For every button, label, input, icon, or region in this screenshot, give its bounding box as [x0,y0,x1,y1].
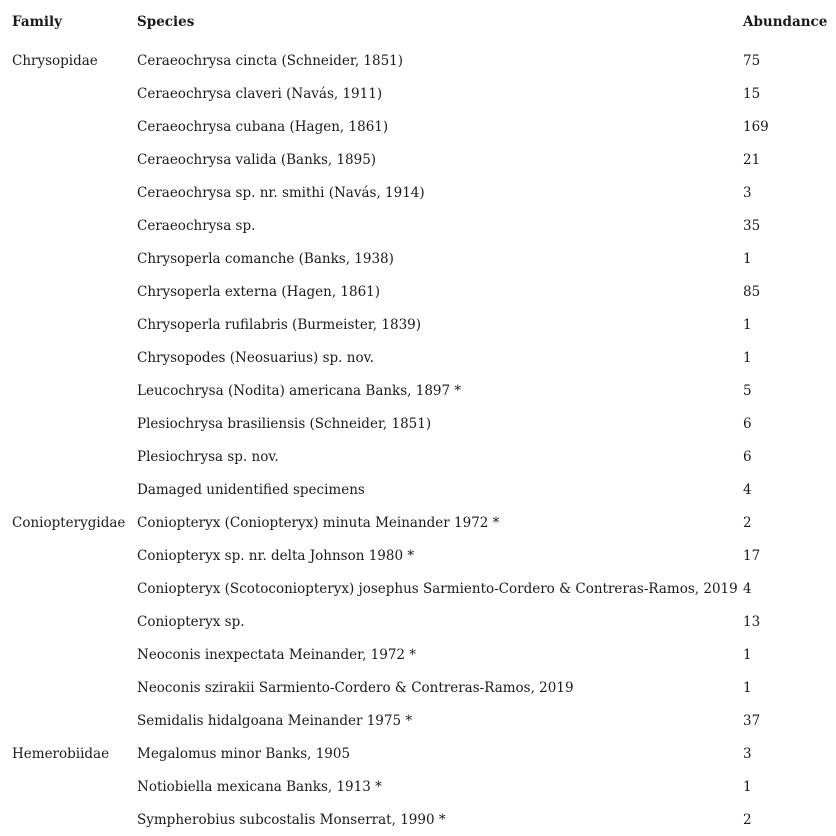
family-cell [0,572,137,605]
abundance-cell: 1 [743,250,752,267]
abundance-cell: 85 [743,283,761,300]
species-cell: Neoconis inexpectata Meinander, 1972 * [137,646,417,663]
table-row [0,77,836,110]
table-row [0,770,836,803]
abundance-cell: 3 [743,184,752,201]
table-row [0,110,836,143]
family-cell [0,638,137,671]
family-cell [0,770,137,803]
family-cell [0,176,137,209]
header-species: Species [137,14,195,30]
species-cell: Plesiochrysa sp. nov. [137,448,279,465]
species-cell: Ceraeochrysa claveri (Navás, 1911) [137,85,383,102]
species-cell: Chrysoperla rufilabris (Burmeister, 1839) [137,316,422,333]
family-cell [0,110,137,143]
abundance-cell: 2 [743,514,752,531]
family-cell [0,704,137,737]
family-cell [0,473,137,506]
abundance-cell: 4 [743,481,752,498]
species-cell: Ceraeochrysa sp. nr. smithi (Navás, 1914) [137,184,425,201]
family-cell [0,539,137,572]
species-cell: Sympherobius subcostalis Monserrat, 1990 * [137,811,446,828]
species-cell: Notiobiella mexicana Banks, 1913 * [137,778,382,795]
family-cell [0,671,137,704]
species-cell: Chrysoperla comanche (Banks, 1938) [137,250,394,267]
family-cell [0,77,137,110]
abundance-cell: 6 [743,415,752,432]
table-row [0,440,836,473]
abundance-cell: 3 [743,745,752,762]
family-cell [0,242,137,275]
header-abundance: Abundance [743,14,828,30]
header-family: Family [12,14,62,30]
abundance-cell: 5 [743,382,752,399]
family-cell: Chrysopidae [12,52,98,69]
family-cell [0,407,137,440]
table-row [0,44,836,77]
table-row [0,143,836,176]
species-cell: Neoconis szirakii Sarmiento-Cordero & Contreras-Ramos, 2019 [137,679,574,696]
table-row [0,572,836,605]
table-row [0,275,836,308]
abundance-cell: 17 [743,547,761,564]
abundance-cell: 37 [743,712,761,729]
family-cell [0,143,137,176]
abundance-cell: 169 [743,118,769,135]
family-cell [0,374,137,407]
species-cell: Ceraeochrysa valida (Banks, 1895) [137,151,377,168]
species-cell: Ceraeochrysa cincta (Schneider, 1851) [137,52,404,69]
species-cell: Leucochrysa (Nodita) americana Banks, 1897 * [137,382,462,399]
species-cell: Megalomus minor Banks, 1905 [137,745,351,762]
species-cell: Coniopteryx sp. nr. delta Johnson 1980 * [137,547,415,564]
table-row [0,407,836,440]
abundance-cell: 4 [743,580,752,597]
abundance-cell: 1 [743,778,752,795]
species-cell: Coniopteryx sp. [137,613,245,630]
species-cell: Ceraeochrysa cubana (Hagen, 1861) [137,118,389,135]
table-row [0,242,836,275]
abundance-cell: 35 [743,217,761,234]
abundance-cell: 21 [743,151,761,168]
species-cell: Chrysopodes (Neosuarius) sp. nov. [137,349,374,366]
species-cell: Ceraeochrysa sp. [137,217,256,234]
abundance-cell: 1 [743,349,752,366]
family-cell [0,275,137,308]
table-row [0,506,836,539]
table-row [0,704,836,737]
family-cell: Hemerobiidae [12,745,110,762]
table-row [0,737,836,770]
family-cell [0,440,137,473]
species-cell: Plesiochrysa brasiliensis (Schneider, 1851) [137,415,432,432]
abundance-cell: 1 [743,679,752,696]
table-row [0,605,836,638]
abundance-cell: 15 [743,85,761,102]
family-cell: Coniopterygidae [12,514,126,531]
abundance-cell: 75 [743,52,761,69]
table-row [0,638,836,671]
table-row [0,473,836,506]
table-row [0,374,836,407]
table-row [0,341,836,374]
table-header-row [0,0,836,44]
family-cell [0,605,137,638]
table-row [0,671,836,704]
abundance-cell: 2 [743,811,752,828]
species-cell: Coniopteryx (Coniopteryx) minuta Meinander 1972 * [137,514,500,531]
table-row [0,308,836,341]
species-cell: Semidalis hidalgoana Meinander 1975 * [137,712,413,729]
table-row [0,803,836,836]
table-row [0,176,836,209]
family-cell [0,341,137,374]
abundance-cell: 1 [743,316,752,333]
abundance-cell: 6 [743,448,752,465]
table-row [0,539,836,572]
table-row [0,209,836,242]
family-cell [0,209,137,242]
abundance-cell: 1 [743,646,752,663]
family-cell [0,803,137,836]
abundance-cell: 13 [743,613,761,630]
family-cell [0,308,137,341]
species-cell: Chrysoperla externa (Hagen, 1861) [137,283,381,300]
species-cell: Coniopteryx (Scotoconiopteryx) josephus Sarmiento-Cordero & Contreras-Ramos, 2019 [137,580,738,597]
species-cell: Damaged unidentified specimens [137,481,365,498]
